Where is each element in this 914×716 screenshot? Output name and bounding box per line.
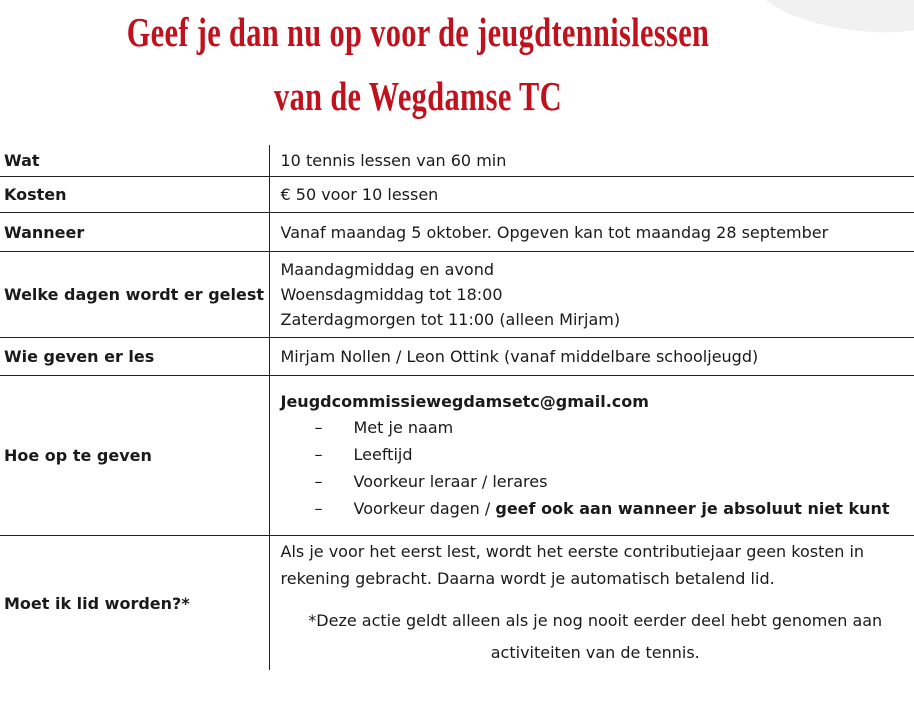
row-label-dagen: Welke dagen wordt er gelest <box>0 252 269 338</box>
row-label-kosten: Kosten <box>0 177 269 213</box>
info-table <box>0 145 914 670</box>
row-label-wanneer: Wanneer <box>0 213 269 252</box>
row-value-wie: Mirjam Nollen / Leon Ottink (vanaf middelbare schooljeugd) <box>269 338 914 376</box>
page-title-line1: Geef je dan nu op voor de jeugdtennislessen <box>126 9 710 55</box>
row-label-wat: Wat <box>0 145 269 177</box>
table-row-kosten <box>0 177 914 213</box>
row-label-wie: Wie geven er les <box>0 338 269 376</box>
row-label-hoe: Hoe op te geven <box>0 376 269 536</box>
table-row-wat <box>0 145 914 177</box>
dagen-line: Maandagmiddag en avond <box>280 260 494 279</box>
dash-bullet: – <box>314 472 323 491</box>
row-value-wat: 10 tennis lessen van 60 min <box>269 145 914 177</box>
row-label-lid: Moet ik lid worden?* <box>0 536 269 671</box>
list-item: – Voorkeur dagen / geef ook aan wanneer je absoluut niet kunt <box>281 495 914 522</box>
row-value-dagen <box>269 252 914 338</box>
row-value-lid <box>269 536 914 671</box>
dash-bullet: – <box>314 499 323 518</box>
dagen-line: Woensdagmiddag tot 18:00 <box>280 285 503 304</box>
row-value-hoe <box>269 376 914 536</box>
page-title-line2: van de Wegdamse TC <box>274 73 562 119</box>
membership-text: Als je voor het eerst lest, wordt het eerste contributiejaar geen kosten in rekening gebracht. Daarna wordt je automatisch betalend lid. <box>280 541 865 588</box>
list-item: – Voorkeur leraar / lerares <box>281 468 914 495</box>
table-row-hoe <box>0 376 914 536</box>
table-row-wanneer <box>0 213 914 252</box>
row-value-wanneer: Vanaf maandag 5 oktober. Opgeven kan tot maandag 28 september <box>269 213 914 252</box>
corner-decoration <box>750 0 914 44</box>
membership-footnote: *Deze actie geldt alleen als je nog nooit eerder deel hebt genomen aan activiteiten van de tennis. <box>308 610 883 662</box>
list-item: – Leeftijd <box>281 441 914 468</box>
emphasis-text: geef ook aan wanneer je absoluut niet kunt <box>495 499 890 518</box>
table-row-wie <box>0 338 914 376</box>
row-value-kosten: € 50 voor 10 lessen <box>269 177 914 213</box>
signup-requirements-list <box>281 414 914 522</box>
contact-email: Jeugdcommissiewegdamsetc@gmail.com <box>280 392 649 411</box>
dash-bullet: – <box>314 445 323 464</box>
dash-bullet: – <box>314 418 323 437</box>
list-item: – Met je naam <box>281 414 914 441</box>
table-row-dagen <box>0 252 914 338</box>
table-row-lid <box>0 536 914 671</box>
dagen-line: Zaterdagmorgen tot 11:00 (alleen Mirjam) <box>280 310 621 329</box>
